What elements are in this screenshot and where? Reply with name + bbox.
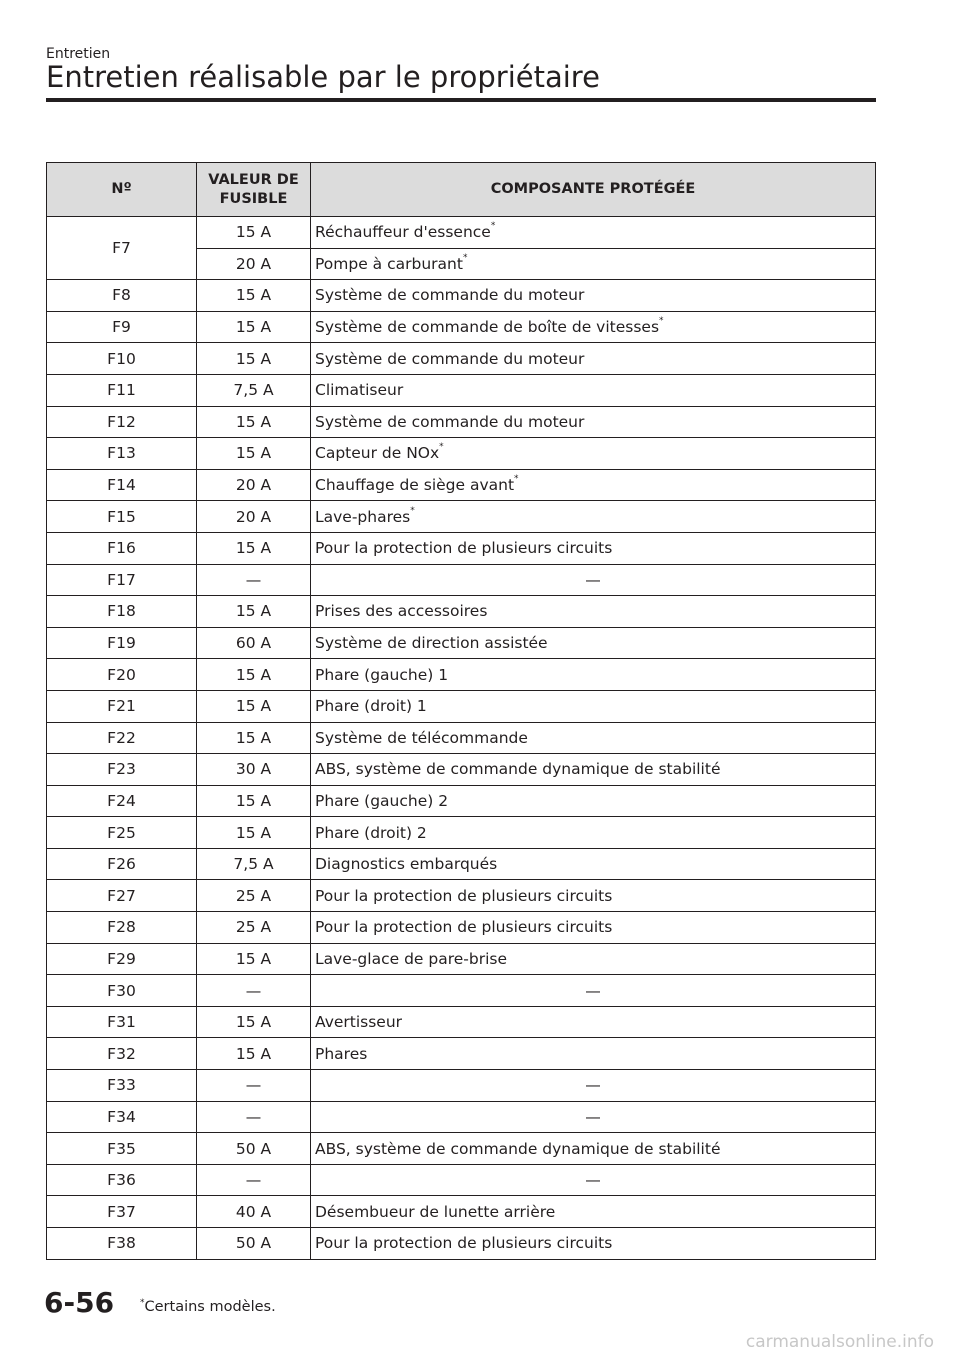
protected-component [311, 311, 876, 343]
fuse-amperage: 20 A [197, 501, 311, 533]
fuse-number: F20 [47, 659, 197, 691]
fuse-number: F12 [47, 406, 197, 438]
table-row [47, 217, 876, 249]
fuse-number: F38 [47, 1228, 197, 1260]
fuse-amperage: 50 A [197, 1133, 311, 1165]
fuse-number: F30 [47, 975, 197, 1007]
table-row [47, 722, 876, 754]
protected-component [311, 1038, 876, 1070]
table-row [47, 627, 876, 659]
table-row [47, 880, 876, 912]
fuse-amperage: — [197, 975, 311, 1007]
fuse-number: F22 [47, 722, 197, 754]
protected-component [311, 248, 876, 280]
fuse-amperage: — [197, 564, 311, 596]
fuse-amperage: 20 A [197, 469, 311, 501]
section-label: Entretien [46, 46, 111, 62]
table-row [47, 1006, 876, 1038]
fuse-amperage: — [197, 1101, 311, 1133]
fuse-number: F18 [47, 596, 197, 628]
component-text: Système de commande du moteur [315, 412, 585, 431]
component-text: — [585, 1107, 601, 1126]
footnote [140, 1298, 276, 1315]
title-divider [46, 98, 876, 102]
component-text: ABS, système de commande dynamique de stabilité [315, 1139, 721, 1158]
fuse-amperage: 15 A [197, 343, 311, 375]
header-value-line2: FUSIBLE [219, 190, 288, 207]
fuse-amperage: 15 A [197, 690, 311, 722]
component-text: Lave-phares [315, 507, 411, 526]
protected-component [311, 912, 876, 944]
table-row [47, 311, 876, 343]
component-text: Phare (droit) 1 [315, 697, 427, 716]
fuse-table-header [47, 163, 876, 217]
table-row [47, 690, 876, 722]
certain-models-asterisk: * [490, 221, 496, 232]
fuse-amperage: 15 A [197, 532, 311, 564]
protected-component [311, 690, 876, 722]
fuse-amperage: 40 A [197, 1196, 311, 1228]
protected-component [311, 374, 876, 406]
protected-component [311, 1164, 876, 1196]
table-row [47, 1164, 876, 1196]
protected-component [311, 406, 876, 438]
component-text: Pour la protection de plusieurs circuits [315, 886, 613, 905]
fuse-amperage: — [197, 1164, 311, 1196]
fuse-number: F28 [47, 912, 197, 944]
table-row [47, 406, 876, 438]
component-text: Pour la protection de plusieurs circuits [315, 539, 613, 558]
component-text: — [585, 570, 601, 589]
fuse-number: F9 [47, 311, 197, 343]
component-text: Système de commande du moteur [315, 349, 585, 368]
fuse-amperage: 15 A [197, 722, 311, 754]
component-text: Réchauffeur d'essence [315, 223, 491, 242]
header-value-line1: VALEUR DE [208, 171, 299, 188]
fuse-amperage: 60 A [197, 627, 311, 659]
protected-component [311, 880, 876, 912]
protected-component [311, 785, 876, 817]
fuse-amperage: 7,5 A [197, 848, 311, 880]
header-component: COMPOSANTE PROTÉGÉE [311, 163, 876, 217]
fuse-amperage: 30 A [197, 754, 311, 786]
fuse-number: F33 [47, 1070, 197, 1102]
protected-component [311, 1196, 876, 1228]
fuse-amperage: — [197, 1070, 311, 1102]
fuse-number: F34 [47, 1101, 197, 1133]
table-row [47, 785, 876, 817]
fuse-number: F26 [47, 848, 197, 880]
fuse-number: F36 [47, 1164, 197, 1196]
fuse-amperage: 15 A [197, 596, 311, 628]
fuse-number: F37 [47, 1196, 197, 1228]
table-row [47, 1133, 876, 1165]
fuse-amperage: 15 A [197, 817, 311, 849]
table-row [47, 1038, 876, 1070]
protected-component [311, 848, 876, 880]
component-text: Phares [315, 1044, 368, 1063]
fuse-number: F17 [47, 564, 197, 596]
table-row [47, 374, 876, 406]
component-text: Chauffage de siège avant [315, 476, 515, 495]
protected-component [311, 1101, 876, 1133]
component-text: Système de commande de boîte de vitesses [315, 318, 660, 337]
certain-models-asterisk: * [410, 505, 415, 516]
protected-component [311, 1228, 876, 1260]
component-text: — [585, 981, 601, 1000]
component-text: Phare (droit) 2 [315, 823, 427, 842]
header-number: Nº [47, 163, 197, 217]
protected-component [311, 438, 876, 470]
protected-component [311, 532, 876, 564]
fuse-number: F32 [47, 1038, 197, 1070]
component-text: Climatiseur [315, 381, 404, 400]
table-row [47, 564, 876, 596]
protected-component [311, 564, 876, 596]
table-row [47, 659, 876, 691]
component-text: Diagnostics embarqués [315, 855, 498, 874]
certain-models-asterisk: * [659, 316, 664, 327]
fuse-number: F24 [47, 785, 197, 817]
footnote-mark: * [140, 1298, 145, 1308]
protected-component [311, 501, 876, 533]
component-text: Pour la protection de plusieurs circuits [315, 918, 613, 937]
fuse-table [46, 162, 876, 1260]
fuse-number: F23 [47, 754, 197, 786]
page-title: Entretien réalisable par le propriétaire [46, 60, 600, 94]
component-text: Capteur de NOx [315, 444, 440, 463]
component-text: Système de direction assistée [315, 634, 548, 653]
fuse-number: F35 [47, 1133, 197, 1165]
protected-component [311, 975, 876, 1007]
protected-component [311, 1070, 876, 1102]
table-row [47, 532, 876, 564]
table-row [47, 343, 876, 375]
fuse-amperage: 50 A [197, 1228, 311, 1260]
protected-component [311, 217, 876, 249]
table-row [47, 1228, 876, 1260]
protected-component [311, 722, 876, 754]
component-text: Prises des accessoires [315, 602, 488, 621]
component-text: Phare (gauche) 2 [315, 791, 449, 810]
table-row [47, 912, 876, 944]
table-row [47, 1070, 876, 1102]
page-number: 6-56 [44, 1286, 115, 1319]
fuse-number: F13 [47, 438, 197, 470]
fuse-number: F21 [47, 690, 197, 722]
fuse-amperage: 15 A [197, 1006, 311, 1038]
component-text: — [585, 1171, 601, 1190]
fuse-number: F29 [47, 943, 197, 975]
protected-component [311, 343, 876, 375]
table-row [47, 280, 876, 312]
table-row [47, 501, 876, 533]
fuse-amperage: 15 A [197, 406, 311, 438]
fuse-number: F25 [47, 817, 197, 849]
certain-models-asterisk: * [462, 252, 468, 263]
protected-component [311, 943, 876, 975]
certain-models-asterisk: * [514, 474, 519, 485]
fuse-number: F7 [47, 217, 197, 280]
fuse-amperage: 7,5 A [197, 374, 311, 406]
fuse-number: F27 [47, 880, 197, 912]
fuse-amperage: 25 A [197, 880, 311, 912]
table-row [47, 1101, 876, 1133]
component-text: — [585, 1076, 601, 1095]
fuse-amperage: 15 A [197, 943, 311, 975]
component-text: Désembueur de lunette arrière [315, 1202, 556, 1221]
protected-component [311, 1006, 876, 1038]
header-fuse-value [197, 163, 311, 217]
fuse-number: F8 [47, 280, 197, 312]
component-text: Avertisseur [315, 1013, 403, 1032]
footnote-text: Certains modèles. [144, 1298, 276, 1315]
fuse-number: F11 [47, 374, 197, 406]
fuse-number: F10 [47, 343, 197, 375]
table-row [47, 596, 876, 628]
component-text: ABS, système de commande dynamique de stabilité [315, 760, 721, 779]
table-row [47, 975, 876, 1007]
protected-component [311, 280, 876, 312]
table-row [47, 943, 876, 975]
fuse-amperage: 15 A [197, 1038, 311, 1070]
fuse-number: F15 [47, 501, 197, 533]
fuse-amperage: 15 A [197, 785, 311, 817]
fuse-amperage: 15 A [197, 280, 311, 312]
certain-models-asterisk: * [439, 442, 444, 453]
protected-component [311, 469, 876, 501]
watermark: carmanualsonline.info [745, 1332, 934, 1352]
fuse-table-body [47, 217, 876, 1260]
table-row [47, 1196, 876, 1228]
protected-component [311, 817, 876, 849]
fuse-number: F19 [47, 627, 197, 659]
fuse-number: F31 [47, 1006, 197, 1038]
protected-component [311, 659, 876, 691]
protected-component [311, 1133, 876, 1165]
fuse-amperage: 15 A [197, 217, 311, 249]
component-text: Système de télécommande [315, 728, 528, 747]
table-row [47, 817, 876, 849]
component-text: Pompe à carburant [315, 254, 463, 273]
component-text: Lave-glace de pare-brise [315, 949, 507, 968]
fuse-amperage: 25 A [197, 912, 311, 944]
table-row [47, 848, 876, 880]
table-row [47, 754, 876, 786]
protected-component [311, 596, 876, 628]
fuse-amperage: 20 A [197, 248, 311, 280]
fuse-number: F16 [47, 532, 197, 564]
table-row [47, 438, 876, 470]
fuse-amperage: 15 A [197, 311, 311, 343]
component-text: Système de commande du moteur [315, 286, 585, 305]
fuse-amperage: 15 A [197, 659, 311, 691]
component-text: Pour la protection de plusieurs circuits [315, 1234, 613, 1253]
table-row [47, 469, 876, 501]
protected-component [311, 754, 876, 786]
protected-component [311, 627, 876, 659]
component-text: Phare (gauche) 1 [315, 665, 449, 684]
fuse-number: F14 [47, 469, 197, 501]
fuse-amperage: 15 A [197, 438, 311, 470]
